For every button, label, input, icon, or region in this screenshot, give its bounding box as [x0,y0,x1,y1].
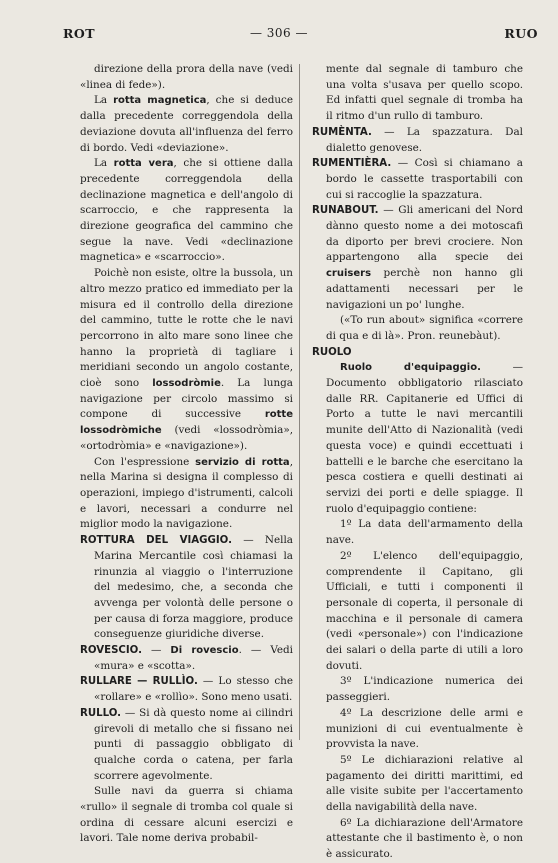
list-item: 3º L'indicazione numerica dei passeggieri. [326,675,523,704]
term: Di rovescio [170,645,239,657]
headword: RUMÈNTA. [312,126,372,138]
term: rotta magnetica [113,95,207,107]
right-column [312,62,523,863]
list-item: 5º Le dichiarazioni relative al pagamento dei diritti marittimi, ed alle visite subite per l'accertamento della navigabilità della nave. [326,753,523,814]
header-right-term: RUO [504,26,538,41]
page-number: — 306 — [249,26,309,40]
list-item: 1º La data dell'armamento della nave. [326,518,523,547]
header-left-term: ROT [63,26,96,41]
paragraph: La rotta magnetica, che si deduce dalla precedente correggendola della deviazione dovuta all'influenza del ferro di bordo. Vedi «deviazione». [80,94,294,154]
headword: RUOLO [312,346,352,358]
paragraph: («To run about» significa «correre di qua e di là». Pron. reunebàut). [326,314,523,342]
headword: ROTTURA DEL VIAGGIO. [80,535,232,547]
paragraph: Con l'espressione servizio di rotta, nella Marina si designa il complesso di operazioni, impiego d'istrumenti, calcoli e lavori, necessari a condurre nel miglior modo la navigazione. [80,455,293,531]
entry-ruolo [312,345,523,361]
list-item: 6º La dichiarazione dell'Armatore attestante che il bastimento è, o non è assicurato. [326,816,523,861]
headword: RULLARE — RULLÌO. [80,676,198,688]
entry-rottura-del-viaggio: ROTTURA DEL VIAGGIO. — Nella Marina Mercantile così chiamasi la rinunzia al viaggio o l'interruzione del medesimo, che, a seconda che avvenga per volontà delle persone o per causa di forza maggiore, produce conseguenze giuridiche diverse. [80,534,293,641]
paragraph: La rotta vera, che si ottiene dalla precedente correggendola della declinazione magnetica e dell'angolo di scarroccio, e che rappresenta la direzione geografica del cammino che segue la nave. Vedi «declinazione magnetica» e «scarroccio». [80,157,293,264]
running-header [0,26,558,48]
paragraph: Sulle navi da guerra si chiama «rullo» il segnale di tromba col quale si ordina di cessare alcuni esercizi e lavori. Tale nome deriva probabil- [80,785,293,845]
term: rotte lossodròmiche [80,409,293,437]
subentry-ruolo-equipaggio: Ruolo d'equipaggio. — Documento obbligatorio rilasciato dalle RR. Capitanerie ed Uffici di Porto a tutte le navi mercantili munite dell'Atto di Nazionalità (vedi questa voce) e quindi eccettuati i battelli e le barche che esercitano la pesca costiera e quelli destinati ai servizi dei porti e delle spiagge. Il ruolo d'equipaggio contiene: [326,361,523,515]
list-item: 4º La descrizione delle armi e munizioni di cui eventualmente è provvista la nave. [326,706,523,751]
entry-rullare: RULLARE — RULLÌO. — Lo stesso che «rollare» e «rollìo». Sono meno usati. [80,675,293,704]
headword: ROVESCIO. [80,645,142,657]
entry-rullo: RULLO. — Si dà questo nome ai cilindri girevoli di metallo che si fissano nei punti di passaggio obbligato di qualche corda o catena, per farla scorrere agevolmente. [80,706,293,782]
entry-runabout: RUNABOUT. — Gli americani del Nord dànno questo nome a dei motoscafi da diporto per brevi crociere. Non appartengono alla specie dei cruisers perchè non hanno gli adattamenti necessari per le navigazioni un po' lunghe. [312,204,523,311]
headword: RUNABOUT. [312,205,379,217]
left-column [80,62,293,847]
term: Ruolo d'equipaggio. [340,362,481,374]
paragraph: direzione della prora della nave (vedi «linea di fede»). [80,63,293,91]
term: lossodròmie [152,378,221,390]
paragraph: Poichè non esiste, oltre la bussola, un altro mezzo pratico ed immediato per la misura ed il controllo della direzione del cammino, tutte le rotte che le navi percorrono in alto mare sono linee che hanno la proprietà di tagliare i meridiani secondo un angolo costante, cioè sono lossodròmie. La lunga navigazione per circolo massimo si compone di successive rotte lossodròmiche (vedi «lossodròmia», «ortodròmia» e «navigazione»). [80,267,293,452]
headword: RUMENTIÈRA. [312,158,392,170]
entry-rovescio: ROVESCIO. — Di rovescio. — Vedi «mura» e «scotta». [80,644,293,672]
headword: RULLO. [80,707,122,719]
term: servizio di rotta [195,456,290,468]
term: cruisers [326,268,372,280]
column-divider [299,64,300,740]
list-item: 2º L'elenco dell'equipaggio, comprendente il Capitano, gli Ufficiali, e tutti i componenti il personale di coperta, il personale di macchina e il personale di camera (vedi «personale») con l'indicazione dei salari o della parte di utili a loro dovuti. [326,549,523,672]
paragraph: mente dal segnale di tamburo che una volta s'usava per quello scopo. Ed infatti quel segnale di tromba ha il ritmo d'un rullo di tamburo. [326,63,523,123]
term: rotta vera [113,158,174,170]
entry-rumentiera: RUMENTIÈRA. — Così si chiamano a bordo le cassette trasportabili con cui si raccoglie la spazzatura. [312,157,523,201]
entry-rumenta: RUMÈNTA. — La spazzatura. Dal dialetto genovese. [312,125,523,154]
